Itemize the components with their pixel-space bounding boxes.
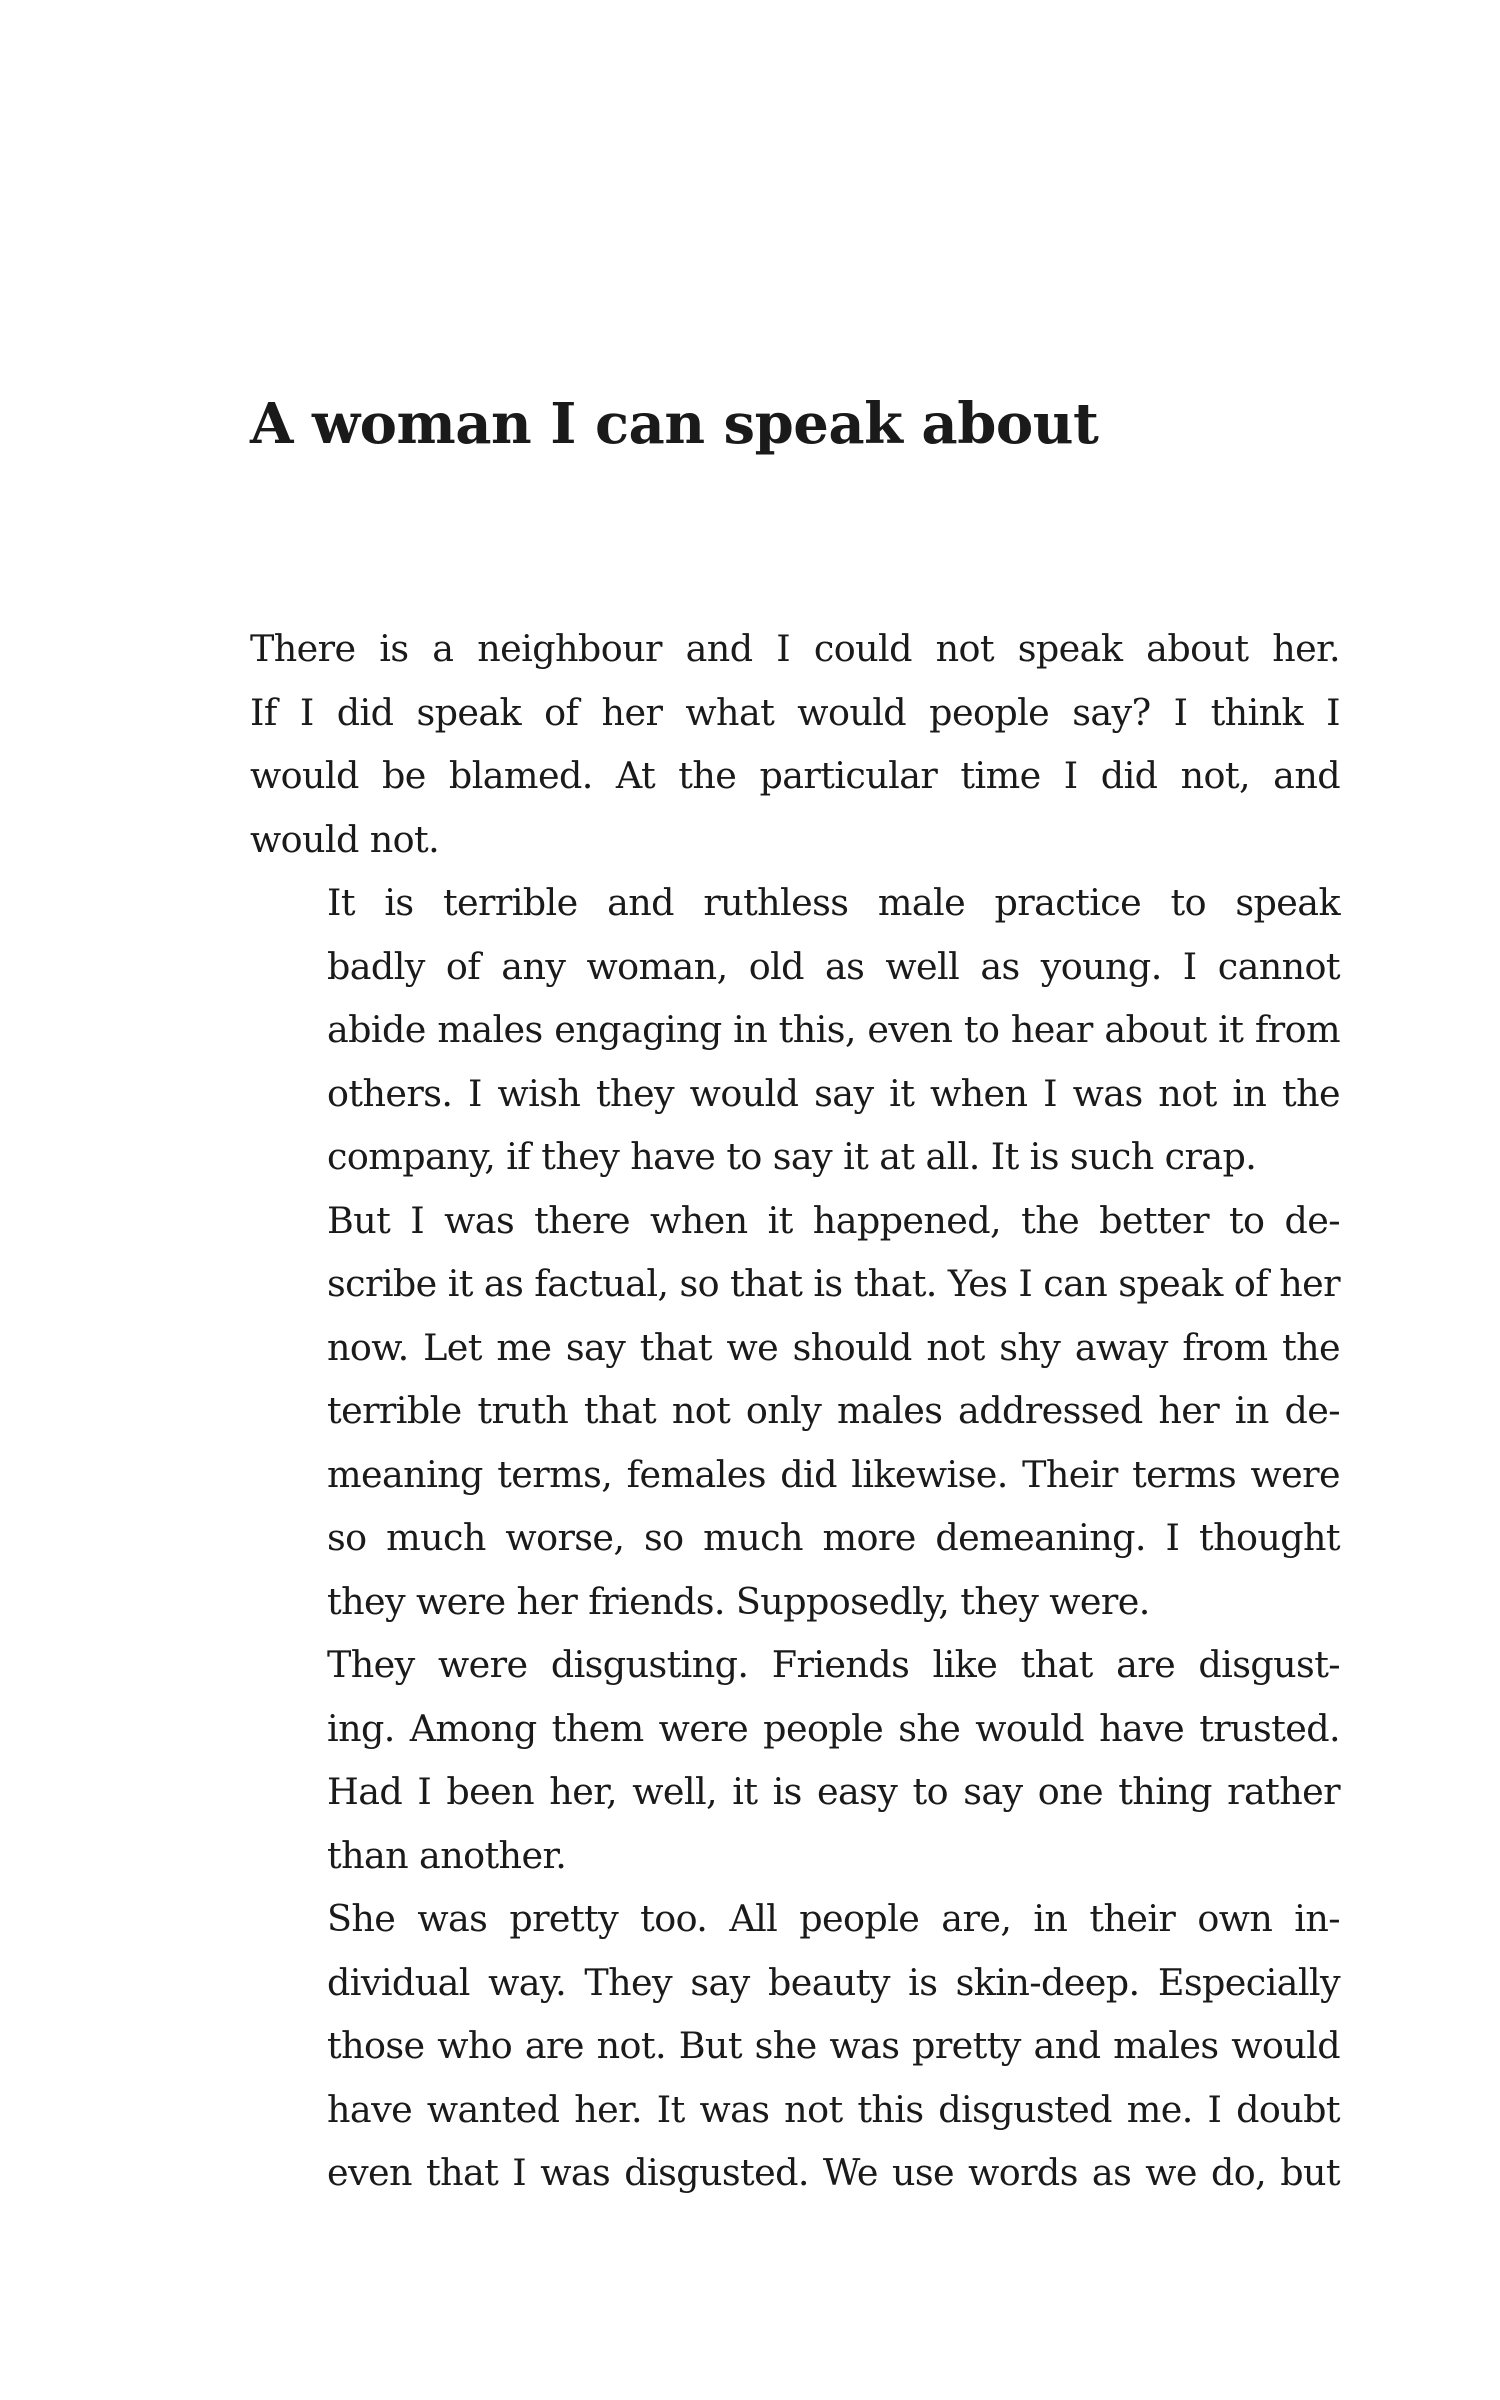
text-line: those who are not. But she was pretty and males would bbox=[327, 2024, 1340, 2067]
text-line: would not. bbox=[250, 817, 440, 861]
text-line: abide males engaging in this, even to hear about it from bbox=[327, 1008, 1340, 1051]
text-line: others. I wish they would say it when I was not in the bbox=[327, 1071, 1340, 1115]
text-line: dividual way. They say beauty is skin-deep. Especially bbox=[327, 1960, 1340, 2004]
text-line: There is a neighbour and I could not speak about her. bbox=[250, 627, 1340, 670]
paragraph bbox=[250, 617, 1340, 871]
text-line: Had I been her, well, it is easy to say one thing rather bbox=[327, 1770, 1340, 1813]
text-line: they were her friends. Supposedly, they were. bbox=[327, 1579, 1150, 1623]
text-line: meaning terms, females did likewise. Their terms were bbox=[327, 1452, 1340, 1496]
body-text bbox=[250, 617, 1340, 2205]
text-line: She was pretty too. All people are, in their own in- bbox=[327, 1897, 1340, 1940]
text-line: If I did speak of her what would people say? I think I bbox=[250, 690, 1340, 734]
text-line: so much worse, so much more demeaning. I thought bbox=[327, 1516, 1340, 1559]
text-line: It is terrible and ruthless male practice to speak bbox=[327, 881, 1340, 924]
paragraph bbox=[250, 1633, 1340, 1887]
paragraph bbox=[250, 1887, 1340, 2205]
text-line: would be blamed. At the particular time I did not, and bbox=[250, 754, 1340, 797]
text-line: now. Let me say that we should not shy away from the bbox=[327, 1325, 1340, 1369]
text-line: ing. Among them were people she would have trusted. bbox=[327, 1706, 1340, 1750]
text-line: terrible truth that not only males addressed her in de- bbox=[327, 1389, 1340, 1432]
text-line: scribe it as factual, so that is that. Yes I can speak of her bbox=[327, 1262, 1340, 1305]
paragraph bbox=[250, 871, 1340, 1189]
text-line: have wanted her. It was not this disgusted me. I doubt bbox=[327, 2087, 1340, 2131]
text-line: But I was there when it happened, the better to de- bbox=[327, 1198, 1340, 1242]
text-line: than another. bbox=[327, 1833, 567, 1877]
chapter-title: A woman I can speak about bbox=[250, 391, 1099, 457]
text-line: badly of any woman, old as well as young. I cannot bbox=[327, 944, 1340, 988]
text-line: even that I was disgusted. We use words as we do, but bbox=[327, 2151, 1340, 2194]
text-line: They were disgusting. Friends like that are disgust- bbox=[327, 1643, 1340, 1686]
paragraph bbox=[250, 1189, 1340, 1634]
text-line: company, if they have to say it at all. It is such crap. bbox=[327, 1135, 1257, 1178]
